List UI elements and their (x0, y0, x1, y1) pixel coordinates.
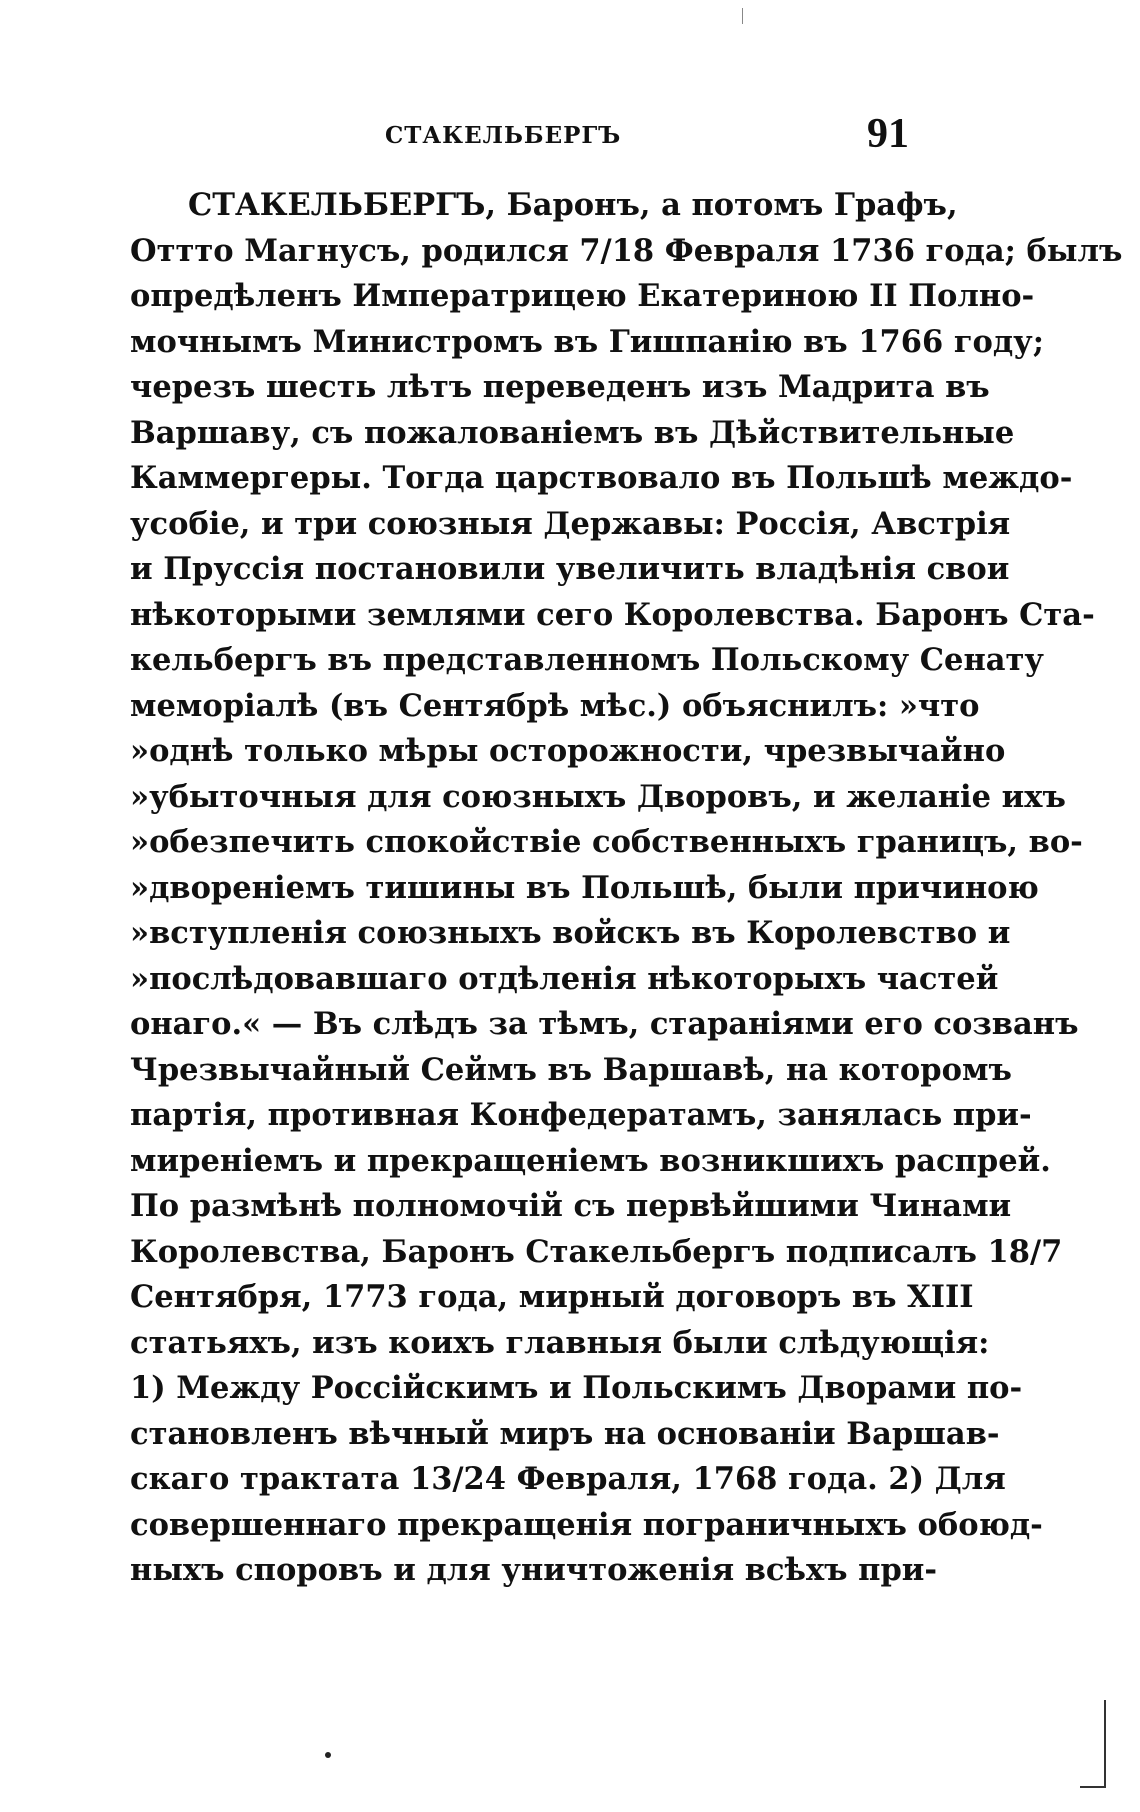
text-line: и Пруссія постановили увеличить владѣнія свои (130, 551, 1010, 587)
page-number: 91 (867, 111, 909, 157)
text-line: партія, противная Конфедератамъ, занялась при- (130, 1097, 1032, 1133)
text-line: »послѣдовавшаго отдѣленія нѣкоторыхъ частей (130, 960, 999, 997)
text-line: меморіалѣ (въ Сентябрѣ мѣс.) объяснилъ: »что (130, 687, 980, 724)
text-line: усобіе, и три союзныя Державы: Россія, Австрія (130, 505, 1011, 542)
text-line: статьяхъ, изъ коихъ главныя были слѣдующія: (130, 1324, 990, 1361)
text-line: Каммергеры. Тогда царствовало въ Польшѣ междо- (130, 460, 1073, 496)
text-line: скаго трактата 13/24 Февраля, 1768 года. 2) Для (130, 1461, 1006, 1497)
scan-edge-mark (1080, 1786, 1106, 1788)
text-line: Королевства, Баронъ Стакельбергъ подписалъ 18/7 (130, 1233, 1063, 1270)
text-line: Сентября, 1773 года, мирный договоръ въ XIII (130, 1279, 974, 1315)
text-line: »обезпечить спокойствіе собственныхъ границъ, во- (130, 824, 1083, 860)
text-line: нѣкоторыми землями сего Королевства. Баронъ Ста- (130, 596, 1095, 633)
text-line: Оттто Магнусъ, родился 7/18 Февраля 1736 года; былъ (130, 232, 1123, 269)
text-line: Варшаву, съ пожалованіемъ въ Дѣйствительные (130, 414, 1015, 451)
text-line: онаго.« — Въ слѣдъ за тѣмъ, стараніями его созванъ (130, 1006, 1079, 1042)
scan-speck (325, 1752, 331, 1758)
scan-edge-mark (742, 8, 743, 24)
text-line: »вступленія союзныхъ войскъ въ Королевство и (130, 915, 1011, 951)
body-text (130, 183, 1123, 1594)
text-line: мочнымъ Министромъ въ Гишпанію въ 1766 году; (130, 323, 1044, 360)
text-line: миреніемъ и прекращеніемъ возникшихъ распрей. (130, 1142, 1051, 1179)
text-line: совершеннаго прекращенія пограничныхъ обоюд- (130, 1506, 1043, 1543)
text-line: »убыточныя для союзныхъ Дворовъ, и желаніе ихъ (130, 778, 1066, 815)
text-line: Чрезвычайный Сеймъ въ Варшавѣ, на которомъ (130, 1051, 1012, 1088)
text-line: По размѣнѣ полномочій съ первѣйшими Чинами (130, 1188, 1012, 1224)
scan-edge-mark (1104, 1700, 1106, 1788)
text-line: опредѣленъ Императрицею Екатериною II Полно- (130, 278, 1035, 314)
text-line: СТАКЕЛЬБЕРГЪ, Баронъ, а потомъ Графъ, (188, 187, 958, 223)
text-line: кельбергъ въ представленномъ Польскому Сенату (130, 642, 1044, 678)
text-line: »однѣ только мѣры осторожности, чрезвычайно (130, 733, 1006, 769)
text-line: черезъ шесть лѣтъ переведенъ изъ Мадрита въ (130, 369, 990, 405)
running-head: СТАКЕЛЬБЕРГЪ (385, 122, 622, 149)
text-line: ныхъ споровъ и для уничтоженія всѣхъ при- (130, 1552, 938, 1588)
text-line: становленъ вѣчный миръ на основаніи Варшав- (130, 1415, 1000, 1452)
text-line: 1) Между Россійскимъ и Польскимъ Дворами по- (130, 1370, 1023, 1406)
text-line: »двореніемъ тишины въ Польшѣ, были причиною (130, 869, 1039, 906)
